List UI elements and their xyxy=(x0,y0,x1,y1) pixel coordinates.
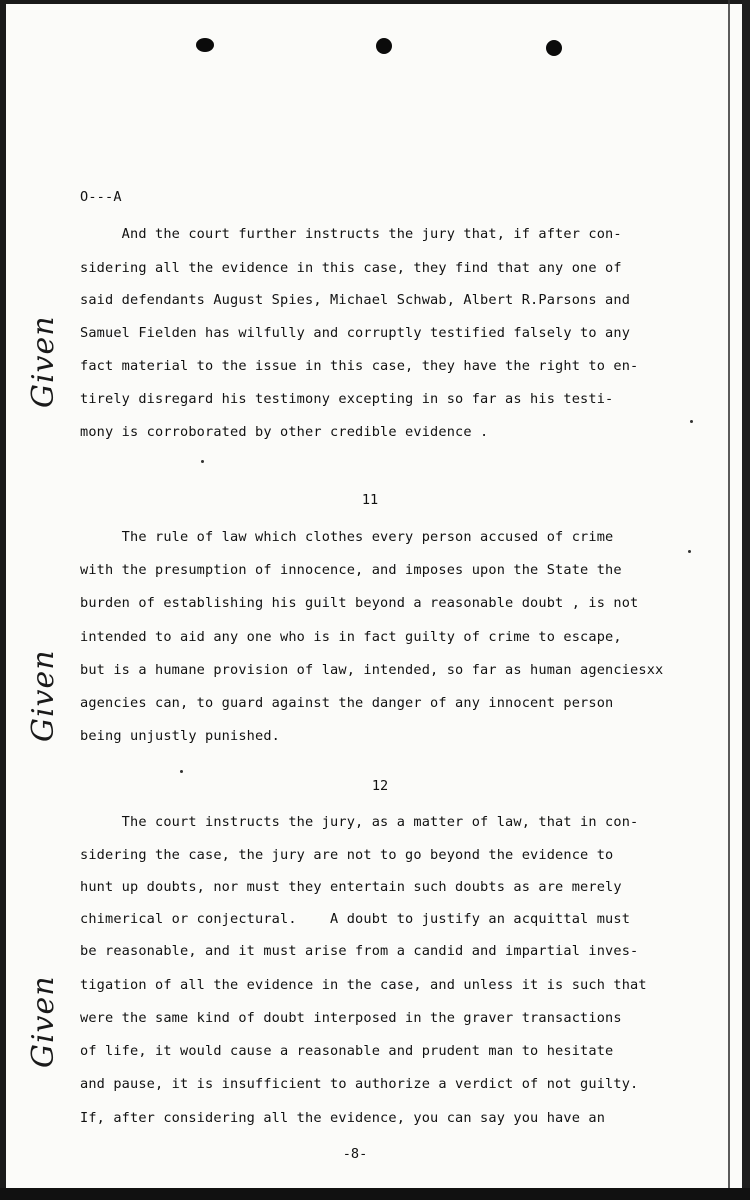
text-line: tirely disregard his testimony excepting in so far as his testi- xyxy=(80,391,614,407)
punch-hole-left xyxy=(196,38,214,52)
scan-edge-bottom xyxy=(0,1188,750,1200)
scan-speck xyxy=(201,460,204,463)
scan-edge-right xyxy=(742,0,750,1200)
margin-note-given: Given xyxy=(26,315,61,408)
text-line: and pause, it is insufficient to authorize a verdict of not guilty. xyxy=(80,1076,639,1092)
scan-edge-left xyxy=(0,0,6,1200)
text-line: mony is corroborated by other credible evidence . xyxy=(80,424,489,440)
section-label: O---A xyxy=(80,189,122,205)
text-line: intended to aid any one who is in fact guilty of crime to escape, xyxy=(80,629,622,645)
text-line: being unjustly punished. xyxy=(80,728,281,744)
text-line: And the court further instructs the jury that, if after con- xyxy=(80,226,622,242)
section-number: 12 xyxy=(371,778,389,794)
scan-speck xyxy=(180,770,183,773)
scan-edge-top xyxy=(0,0,750,4)
text-line: were the same kind of doubt interposed in the graver transactions xyxy=(80,1010,622,1026)
text-line: said defendants August Spies, Michael Schwab, Albert R.Parsons and xyxy=(80,292,631,308)
punch-hole-center xyxy=(376,38,392,54)
margin-note-given: Given xyxy=(26,649,61,742)
text-line: The court instructs the jury, as a matter of law, that in con- xyxy=(80,814,639,830)
page-number: -8- xyxy=(342,1146,368,1162)
scan-speck xyxy=(688,550,691,553)
text-line: with the presumption of innocence, and imposes upon the State the xyxy=(80,562,622,578)
section-number: 11 xyxy=(361,492,379,508)
margin-note-given: Given xyxy=(26,975,61,1068)
text-line: sidering all the evidence in this case, they find that any one of xyxy=(80,260,622,276)
text-line: Samuel Fielden has wilfully and corruptly testified falsely to any xyxy=(80,325,631,341)
text-line: of life, it would cause a reasonable and prudent man to hesitate xyxy=(80,1043,614,1059)
punch-hole-right xyxy=(546,40,562,56)
text-line: The rule of law which clothes every person accused of crime xyxy=(80,529,614,545)
text-line: but is a humane provision of law, intended, so far as human agenciesxx xyxy=(80,662,664,678)
text-line: fact material to the issue in this case, they have the right to en- xyxy=(80,358,639,374)
text-line: tigation of all the evidence in the case, and unless it is such that xyxy=(80,977,647,993)
text-line: agencies can, to guard against the danger of any innocent person xyxy=(80,695,614,711)
text-line: chimerical or conjectural. A doubt to justify an acquittal must xyxy=(80,911,631,927)
scan-margin-rule xyxy=(728,0,730,1200)
text-line: If, after considering all the evidence, you can say you have an xyxy=(80,1110,606,1126)
text-line: sidering the case, the jury are not to go beyond the evidence to xyxy=(80,847,614,863)
text-line: burden of establishing his guilt beyond a reasonable doubt , is not xyxy=(80,595,639,611)
text-line: hunt up doubts, nor must they entertain such doubts as are merely xyxy=(80,879,622,895)
scan-speck xyxy=(690,420,693,423)
text-line: be reasonable, and it must arise from a candid and impartial inves- xyxy=(80,943,639,959)
